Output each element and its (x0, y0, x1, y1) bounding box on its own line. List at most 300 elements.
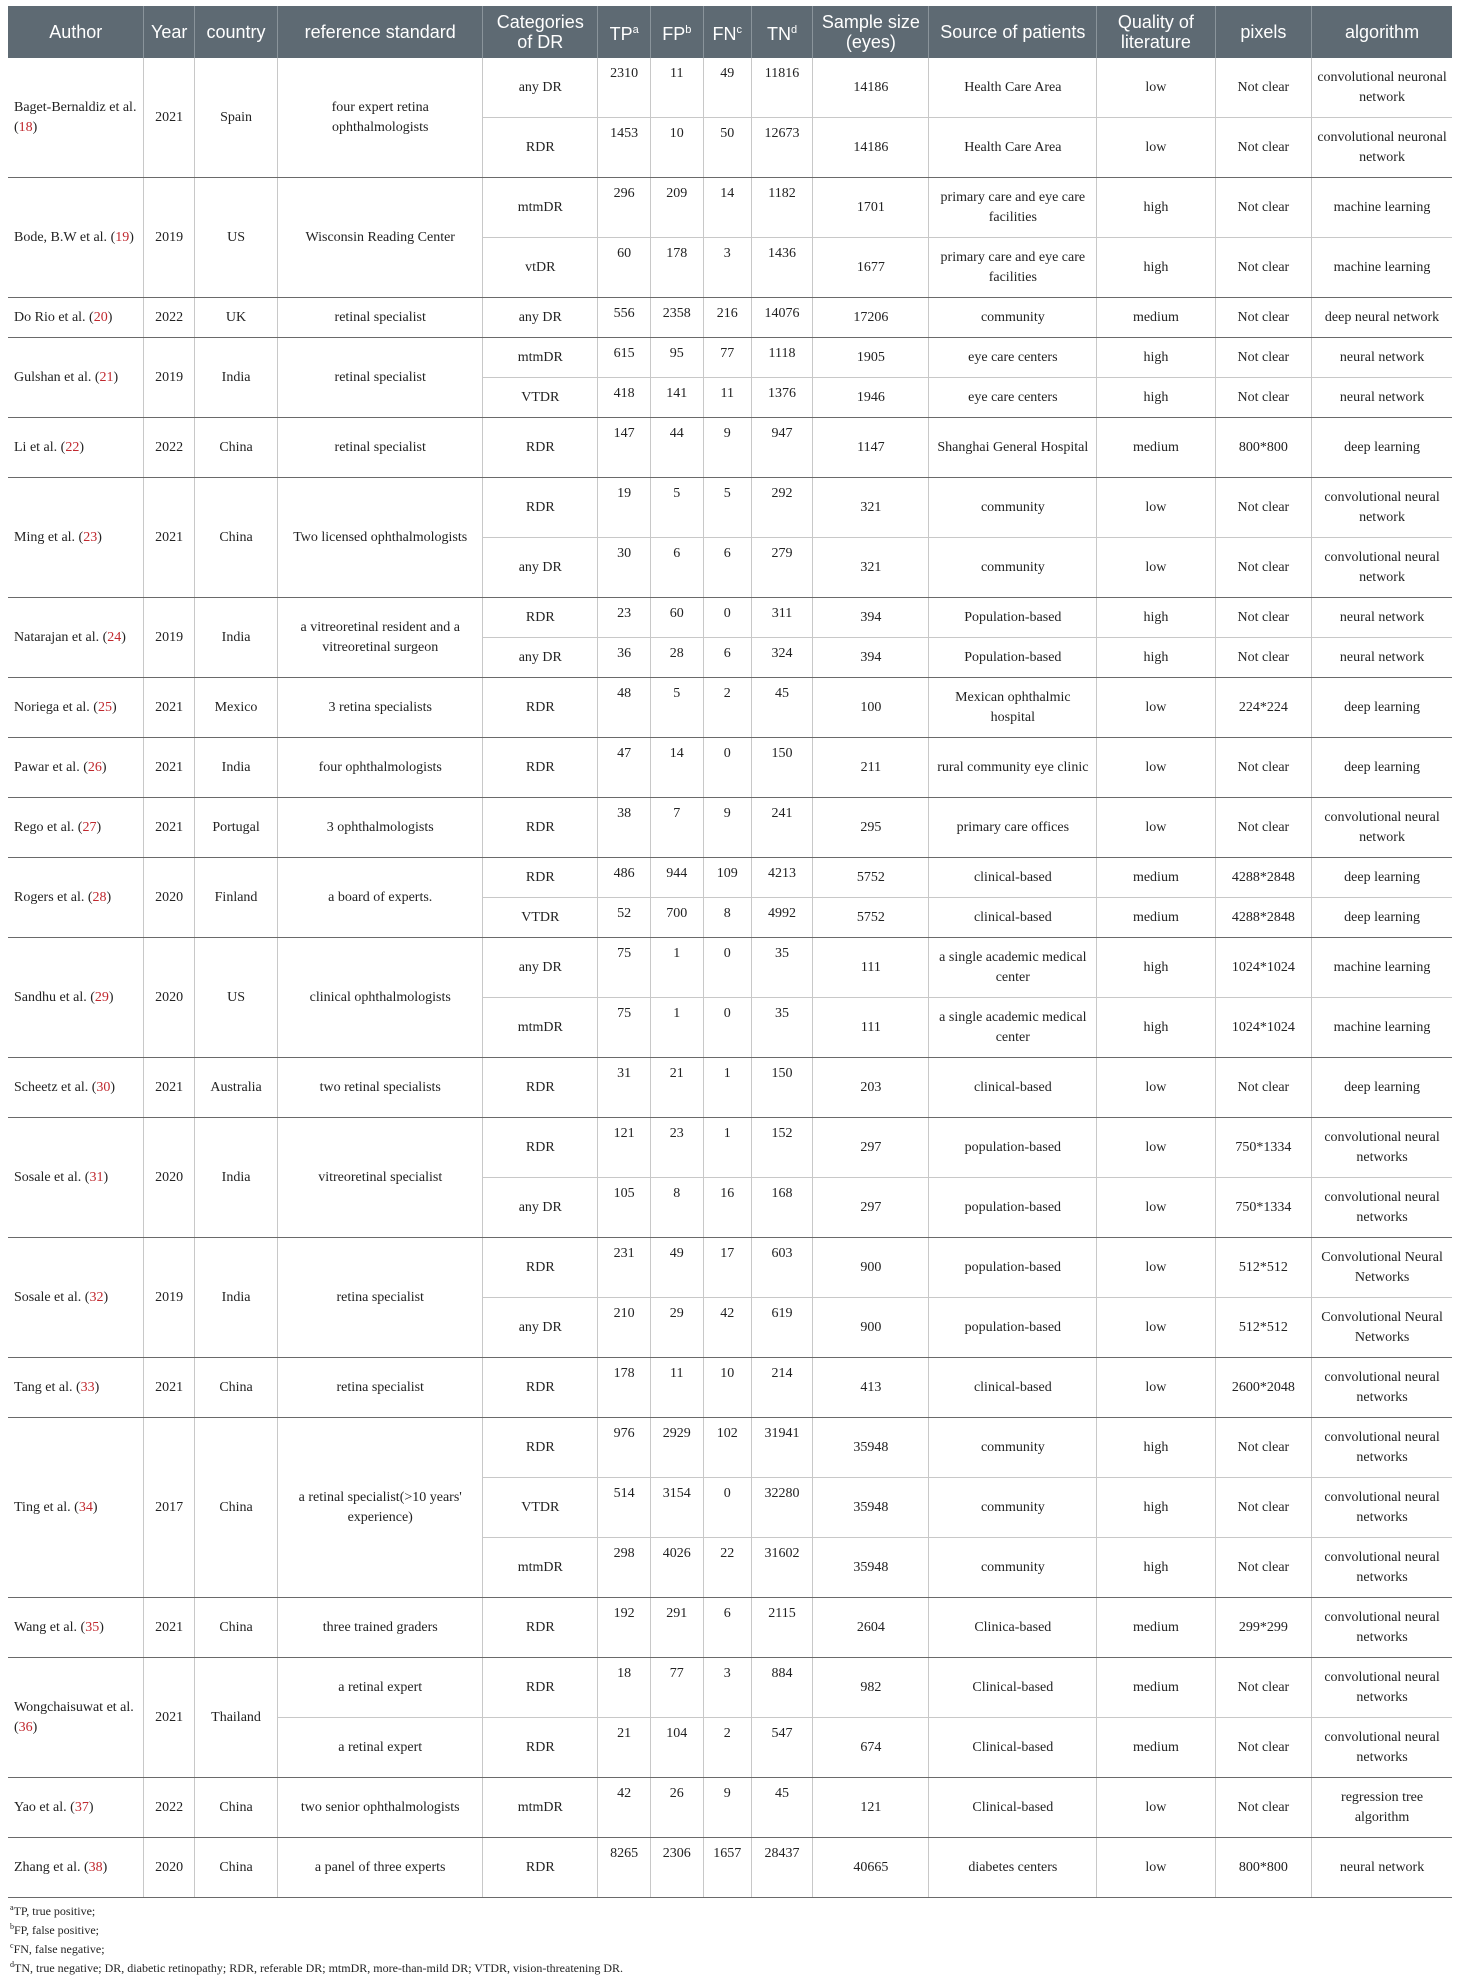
pixels-cell (1215, 538, 1311, 598)
fp-cell (650, 1178, 703, 1238)
pixels-value: 750*1334 (1235, 1140, 1291, 1155)
algorithm-value: deep learning (1344, 440, 1420, 455)
pixels-cell (1215, 338, 1311, 378)
reference-standard-cell (278, 858, 483, 938)
tn-cell (751, 378, 812, 418)
tn-cell (751, 598, 812, 638)
fp-value: 178 (666, 246, 687, 261)
reference-link[interactable]: 21 (100, 370, 114, 385)
tp-value: 60 (617, 246, 631, 261)
reference-standard-value: two retinal specialists (320, 1080, 441, 1095)
tn-cell (751, 298, 812, 338)
fn-value: 9 (724, 1786, 731, 1801)
reference-link[interactable]: 18 (19, 120, 33, 135)
reference-link[interactable]: 22 (65, 440, 79, 455)
algorithm-value: convolutional neural networks (1324, 1670, 1439, 1705)
reference-standard-value: a panel of three experts (315, 1860, 446, 1875)
tp-cell (598, 1778, 651, 1838)
reference-link[interactable]: 24 (107, 630, 121, 645)
reference-link[interactable]: 36 (19, 1720, 33, 1735)
quality-cell (1097, 298, 1215, 338)
footnote-mark: d (10, 1960, 14, 1969)
fp-cell (650, 858, 703, 898)
quality-cell (1097, 58, 1215, 118)
reference-link[interactable]: 26 (88, 760, 102, 775)
quality-value: low (1145, 1800, 1166, 1815)
quality-value: high (1143, 650, 1168, 665)
pixels-value: Not clear (1238, 650, 1290, 665)
reference-standard-cell (278, 418, 483, 478)
author-name: Yao et al. (14, 1800, 67, 1815)
algorithm-cell (1312, 998, 1452, 1058)
table-row (8, 58, 1452, 118)
reference-standard-value: two senior ophthalmologists (301, 1800, 460, 1815)
year-cell (144, 1058, 194, 1118)
sample-size-value: 2604 (857, 1620, 885, 1635)
pixels-cell (1215, 1538, 1311, 1598)
fp-value: 28 (670, 646, 684, 661)
reference-link[interactable]: 31 (89, 1170, 103, 1185)
country-value: Australia (210, 1080, 261, 1095)
tn-value: 35 (775, 1006, 789, 1021)
fp-value: 5 (673, 486, 680, 501)
source-cell (929, 1658, 1097, 1718)
category-value: mtmDR (518, 1020, 563, 1035)
tp-value: 47 (617, 746, 631, 761)
author-cell: Do Rio et al. (20) (8, 298, 144, 338)
pixels-cell (1215, 638, 1311, 678)
year-value: 2021 (155, 110, 183, 125)
sample-size-value: 1946 (857, 390, 885, 405)
country-cell (194, 1358, 277, 1418)
reference-link[interactable]: 37 (75, 1800, 89, 1815)
fn-cell (703, 418, 751, 478)
sample-size-cell (813, 238, 929, 298)
tn-value: 35 (775, 946, 789, 961)
reference-link[interactable]: 20 (94, 310, 108, 325)
pixels-value: 750*1334 (1235, 1200, 1291, 1215)
tp-value: 31 (617, 1066, 631, 1081)
source-cell (929, 898, 1097, 938)
pixels-cell (1215, 598, 1311, 638)
tp-cell (598, 1238, 651, 1298)
fp-value: 3154 (663, 1486, 691, 1501)
fn-cell (703, 738, 751, 798)
algorithm-cell (1312, 478, 1452, 538)
tp-cell (598, 938, 651, 998)
quality-value: low (1145, 1320, 1166, 1335)
quality-value: low (1145, 80, 1166, 95)
sample-size-value: 5752 (857, 910, 885, 925)
tn-cell (751, 1658, 812, 1718)
source-cell (929, 478, 1097, 538)
fp-value: 14 (670, 746, 684, 761)
pixels-value: 299*299 (1239, 1620, 1288, 1635)
algorithm-value: neural network (1340, 650, 1424, 665)
reference-standard-cell (278, 1658, 483, 1718)
reference-link[interactable]: 29 (95, 990, 109, 1005)
column-header-label: Author (49, 22, 102, 42)
category-value: VTDR (521, 390, 559, 405)
category-cell (483, 1598, 598, 1658)
sample-size-cell (813, 938, 929, 998)
tn-cell (751, 1718, 812, 1778)
year-value: 2021 (155, 820, 183, 835)
tn-value: 31602 (765, 1546, 800, 1561)
country-value: Spain (220, 110, 252, 125)
column-header (650, 6, 703, 58)
year-value: 2017 (155, 1500, 183, 1515)
reference-standard-value: a board of experts. (328, 890, 432, 905)
author-name: Bode, B.W et al. (14, 230, 107, 245)
source-cell (929, 298, 1097, 338)
pixels-cell (1215, 178, 1311, 238)
pixels-value: Not clear (1238, 260, 1290, 275)
algorithm-cell (1312, 238, 1452, 298)
pixels-value: 4288*2848 (1232, 870, 1295, 885)
table-row (8, 298, 1452, 338)
table-row (8, 938, 1452, 998)
quality-cell (1097, 238, 1215, 298)
source-value: community (981, 560, 1045, 575)
quality-value: high (1143, 350, 1168, 365)
sample-size-value: 40665 (853, 1860, 888, 1875)
algorithm-cell (1312, 1178, 1452, 1238)
source-value: diabetes centers (968, 1860, 1057, 1875)
fn-value: 10 (720, 1366, 734, 1381)
algorithm-value: neural network (1340, 610, 1424, 625)
source-value: a single academic medical center (939, 950, 1086, 985)
tn-value: 603 (772, 1246, 793, 1261)
tp-value: 192 (614, 1606, 635, 1621)
reference-standard-value: three trained graders (323, 1620, 438, 1635)
table-row (8, 798, 1452, 858)
tn-cell (751, 1238, 812, 1298)
source-cell (929, 1358, 1097, 1418)
sample-size-value: 394 (860, 610, 881, 625)
footnote (10, 1919, 1450, 1938)
column-header (598, 6, 651, 58)
algorithm-value: regression tree algorithm (1341, 1790, 1423, 1825)
year-cell (144, 858, 194, 938)
fp-cell (650, 1238, 703, 1298)
quality-value: low (1145, 1860, 1166, 1875)
source-value: primary care and eye care facilities (941, 190, 1086, 225)
reference-standard-cell (278, 58, 483, 178)
table-row (8, 1598, 1452, 1658)
tp-cell (598, 638, 651, 678)
tn-cell (751, 1058, 812, 1118)
reference-link[interactable]: 33 (81, 1380, 95, 1395)
sample-size-value: 1147 (857, 440, 884, 455)
fn-value: 1 (724, 1066, 731, 1081)
reference-standard-cell (278, 678, 483, 738)
country-cell (194, 1238, 277, 1358)
sample-size-cell (813, 298, 929, 338)
quality-value: low (1145, 1080, 1166, 1095)
reference-standard-value: retinal specialist (335, 440, 426, 455)
country-cell (194, 738, 277, 798)
algorithm-cell (1312, 1478, 1452, 1538)
tn-cell (751, 938, 812, 998)
year-cell (144, 678, 194, 738)
year-value: 2021 (155, 760, 183, 775)
fp-value: 29 (670, 1306, 684, 1321)
quality-value: medium (1133, 310, 1179, 325)
reference-link[interactable]: 32 (89, 1290, 103, 1305)
tn-cell (751, 858, 812, 898)
fn-value: 77 (720, 346, 734, 361)
tp-value: 556 (614, 306, 635, 321)
fp-cell (650, 118, 703, 178)
quality-cell (1097, 338, 1215, 378)
column-header-footnote-mark: c (736, 24, 742, 36)
quality-cell (1097, 1538, 1215, 1598)
sample-size-value: 111 (861, 960, 881, 975)
fp-value: 7 (673, 806, 680, 821)
algorithm-cell (1312, 1418, 1452, 1478)
tp-cell (598, 378, 651, 418)
pixels-value: 800*800 (1239, 440, 1288, 455)
algorithm-value: convolutional neural networks (1324, 1730, 1439, 1765)
column-header (813, 6, 929, 58)
source-value: Health Care Area (964, 80, 1061, 95)
algorithm-cell (1312, 798, 1452, 858)
fn-value: 42 (720, 1306, 734, 1321)
author-name: Li et al. (14, 440, 57, 455)
reference-standard-value: vitreoretinal specialist (318, 1170, 442, 1185)
fp-cell (650, 1658, 703, 1718)
fn-cell (703, 1598, 751, 1658)
tp-value: 178 (614, 1366, 635, 1381)
pixels-value: Not clear (1238, 1740, 1290, 1755)
country-cell (194, 598, 277, 678)
category-cell (483, 1478, 598, 1538)
footnote (10, 1938, 1450, 1957)
author-name: Baget-Bernaldiz et al. (14, 100, 136, 115)
table-container (8, 6, 1452, 1976)
category-value: RDR (526, 1380, 555, 1395)
fp-value: 10 (670, 126, 684, 141)
table-row (8, 418, 1452, 478)
fn-cell (703, 938, 751, 998)
source-cell (929, 858, 1097, 898)
sample-size-value: 1701 (857, 200, 885, 215)
column-header-label: algorithm (1345, 22, 1419, 42)
pixels-value: Not clear (1238, 200, 1290, 215)
category-cell (483, 418, 598, 478)
fn-value: 0 (724, 1486, 731, 1501)
fp-cell (650, 1778, 703, 1838)
tp-value: 514 (614, 1486, 635, 1501)
sample-size-cell (813, 998, 929, 1058)
tn-value: 241 (772, 806, 793, 821)
algorithm-cell (1312, 898, 1452, 938)
pixels-cell (1215, 1778, 1311, 1838)
quality-cell (1097, 1358, 1215, 1418)
year-value: 2020 (155, 890, 183, 905)
algorithm-value: machine learning (1334, 960, 1431, 975)
footnote-mark: a (10, 1903, 14, 1912)
category-value: any DR (519, 80, 562, 95)
sample-size-cell (813, 538, 929, 598)
tn-value: 619 (772, 1306, 793, 1321)
sample-size-value: 14186 (853, 140, 888, 155)
fn-cell (703, 378, 751, 418)
country-value: Finland (215, 890, 258, 905)
column-header (929, 6, 1097, 58)
fp-value: 2306 (663, 1846, 691, 1861)
pixels-cell (1215, 798, 1311, 858)
reference-link[interactable]: 19 (115, 230, 129, 245)
tp-cell (598, 1358, 651, 1418)
author-cell: Sandhu et al. (29) (8, 938, 144, 1058)
category-cell (483, 998, 598, 1058)
fp-value: 26 (670, 1786, 684, 1801)
tn-cell (751, 338, 812, 378)
fp-value: 95 (670, 346, 684, 361)
sample-size-cell (813, 738, 929, 798)
year-value: 2021 (155, 530, 183, 545)
fp-cell (650, 1418, 703, 1478)
pixels-cell (1215, 1598, 1311, 1658)
algorithm-value: convolutional neural networks (1324, 1130, 1439, 1165)
source-value: eye care centers (968, 390, 1057, 405)
reference-standard-value: clinical ophthalmologists (310, 990, 451, 1005)
fp-value: 6 (673, 546, 680, 561)
year-value: 2021 (155, 1080, 183, 1095)
fp-cell (650, 678, 703, 738)
year-value: 2021 (155, 700, 183, 715)
tn-cell (751, 1418, 812, 1478)
quality-value: low (1145, 1200, 1166, 1215)
algorithm-cell (1312, 638, 1452, 678)
tp-cell (598, 898, 651, 938)
source-value: primary care offices (957, 820, 1069, 835)
category-value: RDR (526, 140, 555, 155)
fp-cell (650, 338, 703, 378)
category-cell (483, 738, 598, 798)
algorithm-cell (1312, 1238, 1452, 1298)
source-value: clinical-based (974, 1380, 1052, 1395)
category-cell (483, 898, 598, 938)
category-cell (483, 478, 598, 538)
table-footnotes (8, 1898, 1452, 1976)
footnote-mark: b (10, 1922, 14, 1931)
reference-link[interactable]: 30 (96, 1080, 110, 1095)
fn-cell (703, 538, 751, 598)
tn-value: 14076 (765, 306, 800, 321)
quality-value: high (1143, 200, 1168, 215)
fn-cell (703, 1778, 751, 1838)
reference-link[interactable]: 27 (82, 820, 96, 835)
reference-link[interactable]: 28 (93, 890, 107, 905)
column-header (194, 6, 277, 58)
source-cell (929, 1538, 1097, 1598)
reference-standard-cell (278, 1238, 483, 1358)
year-cell (144, 598, 194, 678)
category-value: VTDR (521, 910, 559, 925)
column-header-label: Categories of DR (497, 12, 584, 52)
author-cell: Tang et al. (33) (8, 1358, 144, 1418)
country-value: India (222, 760, 251, 775)
tp-value: 486 (614, 866, 635, 881)
source-cell (929, 1598, 1097, 1658)
sample-size-cell (813, 678, 929, 738)
fp-cell (650, 1538, 703, 1598)
tn-value: 4213 (768, 866, 796, 881)
sample-size-cell (813, 1538, 929, 1598)
tp-value: 42 (617, 1786, 631, 1801)
fn-value: 49 (720, 66, 734, 81)
algorithm-cell (1312, 118, 1452, 178)
algorithm-cell (1312, 378, 1452, 418)
fp-cell (650, 738, 703, 798)
country-cell (194, 1838, 277, 1898)
reference-link[interactable]: 35 (85, 1620, 99, 1635)
year-cell (144, 1778, 194, 1838)
author-cell: Natarajan et al. (24) (8, 598, 144, 678)
sample-size-cell (813, 58, 929, 118)
author-cell: Rego et al. (27) (8, 798, 144, 858)
quality-cell (1097, 118, 1215, 178)
source-value: clinical-based (974, 870, 1052, 885)
sample-size-value: 295 (860, 820, 881, 835)
reference-link[interactable]: 34 (79, 1500, 93, 1515)
author-cell: Sosale et al. (32) (8, 1238, 144, 1358)
tn-cell (751, 798, 812, 858)
table-row (8, 1418, 1452, 1478)
tn-value: 1376 (768, 386, 796, 401)
footnotes-cell (8, 1898, 1452, 1976)
reference-link[interactable]: 23 (83, 530, 97, 545)
pixels-cell (1215, 858, 1311, 898)
source-value: clinical-based (974, 910, 1052, 925)
year-cell (144, 1658, 194, 1778)
footnote (10, 1957, 1450, 1976)
source-cell (929, 238, 1097, 298)
fn-value: 50 (720, 126, 734, 141)
column-header-label: pixels (1240, 22, 1286, 42)
fn-cell (703, 1358, 751, 1418)
pixels-cell (1215, 938, 1311, 998)
reference-link[interactable]: 25 (98, 700, 112, 715)
source-cell (929, 1298, 1097, 1358)
category-cell (483, 238, 598, 298)
fp-value: 11 (670, 1366, 683, 1381)
pixels-value: Not clear (1238, 610, 1290, 625)
sample-size-cell (813, 418, 929, 478)
algorithm-value: Convolutional Neural Networks (1321, 1310, 1443, 1345)
footnote-text: TP, true positive; (14, 1904, 96, 1918)
author-name: Gulshan et al. (14, 370, 91, 385)
table-row (8, 858, 1452, 898)
sample-size-value: 5752 (857, 870, 885, 885)
author-name: Sosale et al. (14, 1290, 81, 1305)
fn-cell (703, 58, 751, 118)
year-value: 2021 (155, 1380, 183, 1395)
fn-value: 0 (724, 746, 731, 761)
fn-cell (703, 238, 751, 298)
fn-cell (703, 998, 751, 1058)
algorithm-value: neural network (1340, 1860, 1424, 1875)
quality-cell (1097, 1118, 1215, 1178)
tp-value: 38 (617, 806, 631, 821)
fp-value: 141 (666, 386, 687, 401)
reference-standard-value: retinal specialist (335, 310, 426, 325)
reference-link[interactable]: 38 (89, 1860, 103, 1875)
pixels-value: Not clear (1238, 310, 1290, 325)
